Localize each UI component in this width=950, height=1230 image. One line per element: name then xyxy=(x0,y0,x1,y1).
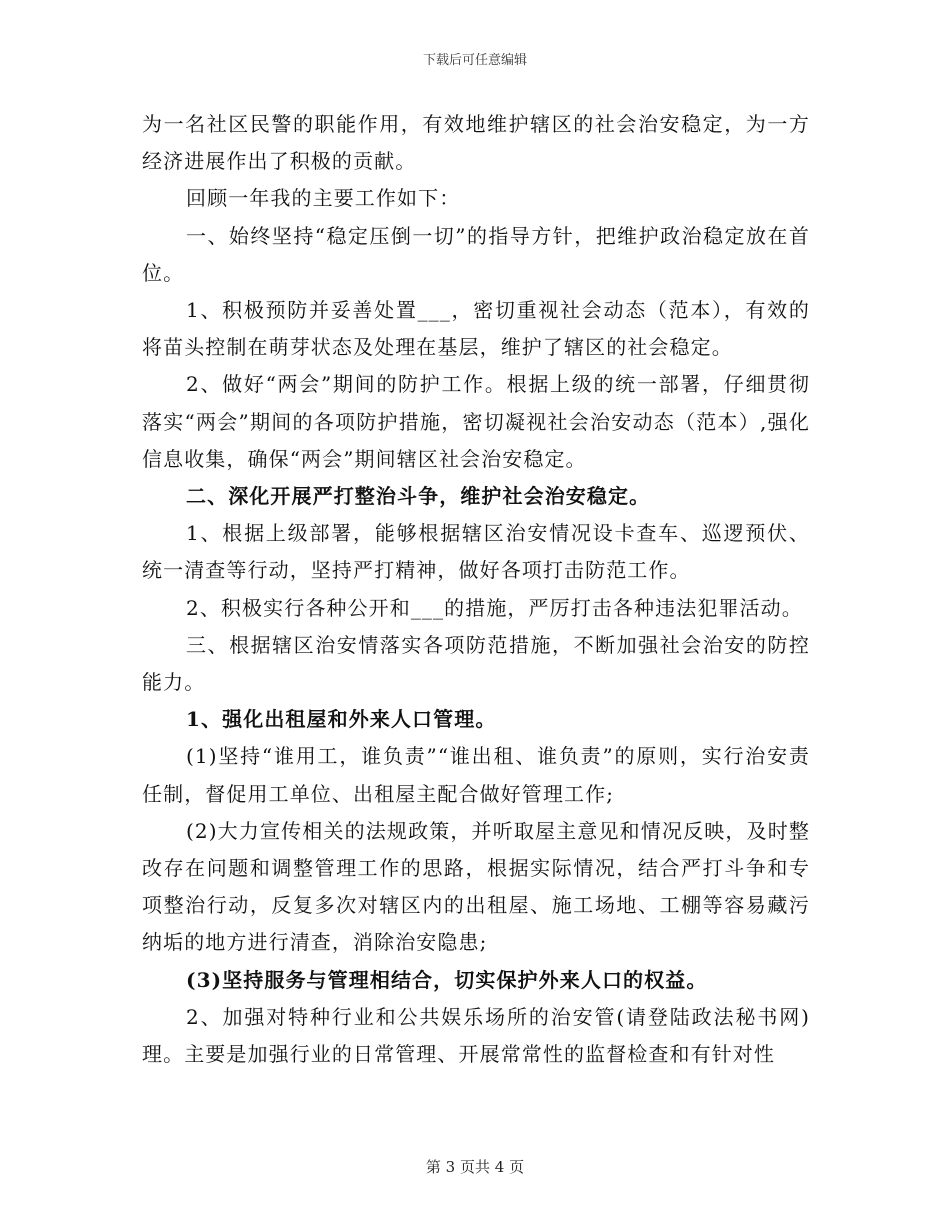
paragraph: 一、始终坚持“稳定压倒一切”的指导方针，把维护政治稳定放在首位。 xyxy=(142,223,810,285)
paragraph: 1、积极预防并妥善处置___，密切重视社会动态（范本），有效的将苗头控制在萌芽状态及处理在基层，维护了辖区的社会稳定。 xyxy=(142,298,810,360)
page-footer: 第 3 页共 4 页 xyxy=(425,1158,525,1176)
subsection-heading: (3)坚持服务与管理相结合，切实保护外来人口的权益。 xyxy=(186,967,708,992)
paragraph: 2、做好“两会”期间的防护工作。根据上级的统一部署，仔细贯彻落实“两会”期间的各项防护措施，密切凝视社会治安动态（范本）,强化信息收集，确保“两会”期间辖区社会治安稳定。 xyxy=(142,372,810,471)
paragraph: 回顾一年我的主要工作如下： xyxy=(186,186,461,211)
paragraph: 三、根据辖区治安情落实各项防范措施，不断加强社会治安的防控能力。 xyxy=(142,632,810,695)
paragraph: (1)坚持“谁用工，谁负责”“谁出租、谁负责”的原则，实行治安责任制，督促用工单位、出租屋主配合做好管理工作; xyxy=(142,744,810,806)
paragraph: 2、加强对特种行业和公共娱乐场所的治安管(请登陆政法秘书网)理。主要是加强行业的日常管理、开展常常性的监督检查和有针对性 xyxy=(142,1004,810,1067)
page-header: 下载后可任意编辑 xyxy=(422,53,527,68)
paragraph: (2)大力宣传相关的法规政策，并听取屋主意见和情况反映，及时整改存在问题和调整管理工作的思路，根据实际情况，结合严打斗争和专项整治行动，反复多次对辖区内的出租屋、施工场地、工棚等容易藏污纳垢的地方进行清查，消除治安隐患; xyxy=(142,818,810,955)
document-body xyxy=(142,106,810,1073)
paragraph: 为一名社区民警的职能作用，有效地维护辖区的社会治安稳定，为一方经济进展作出了积极的贡献。 xyxy=(142,112,810,174)
paragraph: 1、根据上级部署，能够根据辖区治安情况设卡查车、巡逻预伏、统一清查等行动，坚持严打精神，做好各项打击防范工作。 xyxy=(142,521,810,583)
section-heading: 二、深化开展严打整治斗争，维护社会治安稳定。 xyxy=(186,484,651,509)
subsection-heading: 1、强化出租屋和外来人口管理。 xyxy=(186,707,497,732)
paragraph: 2、积极实行各种公开和___的措施，严厉打击各种违法犯罪活动。 xyxy=(186,595,803,620)
